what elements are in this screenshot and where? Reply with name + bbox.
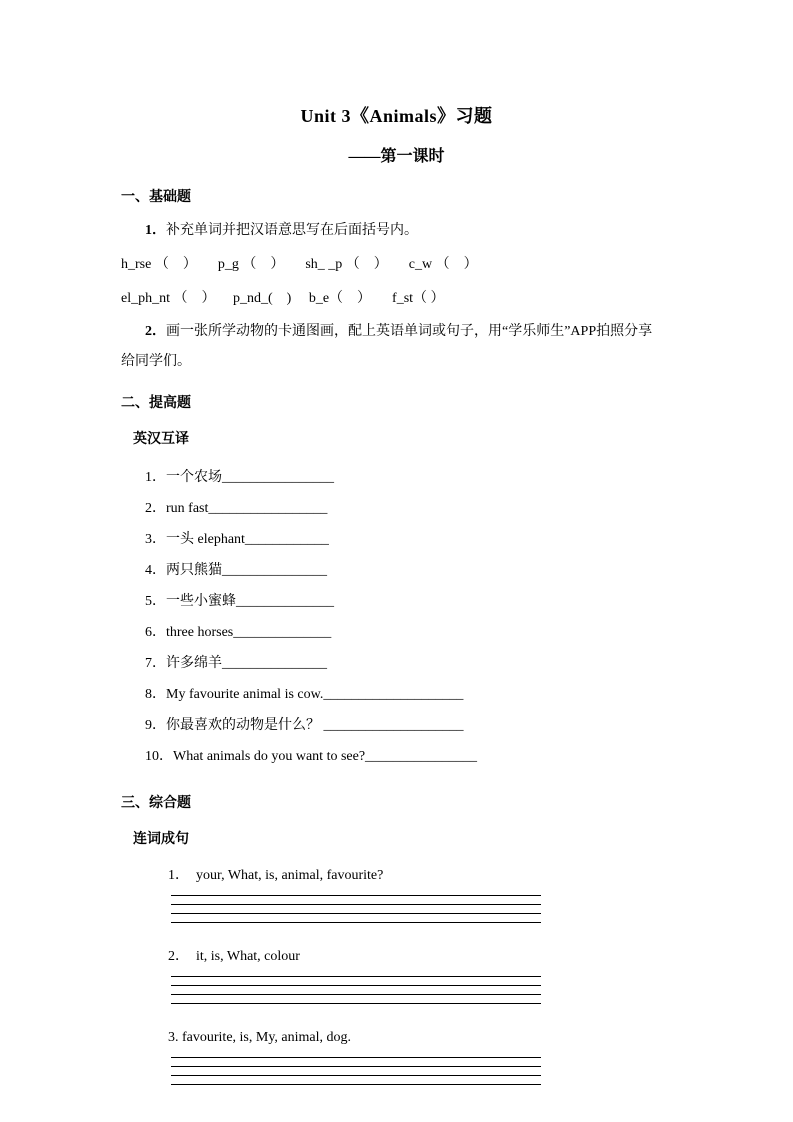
- sentence-item: 2． it, is, What, colour: [168, 949, 300, 964]
- word-fill-row-2: el_ph_nt （ ） p_nd_( ) b_e（ ） f_st（ ）: [121, 291, 445, 306]
- question-1: [145, 221, 677, 241]
- page-subtitle: ——第一课时: [348, 148, 445, 165]
- translation-item: 7．许多绵羊_______________: [145, 656, 327, 671]
- translation-item: 4．两只熊猫_______________: [145, 563, 327, 578]
- section3-subheading: 连词成句: [133, 832, 189, 847]
- question-1-number: 1．: [145, 223, 166, 238]
- question-2-text-line1: 画一张所学动物的卡通图画，配上英语单词或句子，用“学乐师生”APP拍照分享: [166, 324, 653, 339]
- section2-heading: 二、提高题: [121, 396, 191, 411]
- question-2: [145, 322, 677, 342]
- answer-line-group: [171, 1057, 541, 1093]
- answer-line: [171, 985, 541, 994]
- translation-item: 2．run fast_________________: [145, 501, 328, 516]
- answer-line: [171, 1066, 541, 1075]
- answer-line: [171, 1075, 541, 1084]
- section3-heading: 三、综合题: [121, 796, 191, 811]
- answer-line: [171, 904, 541, 913]
- translation-item: 10．What animals do you want to see?________________: [145, 749, 478, 764]
- translation-item: 5．一些小蜜蜂______________: [145, 594, 334, 609]
- translation-item: 3．一头 elephant____________: [145, 532, 329, 547]
- translation-item: 6．three horses______________: [145, 625, 332, 640]
- answer-line: [171, 976, 541, 985]
- translation-item: 1．一个农场________________: [145, 470, 334, 485]
- question-2-text-line2: 给同学们。: [121, 354, 191, 369]
- answer-line: [171, 895, 541, 904]
- sentence-group-1: [168, 866, 677, 931]
- sentence-group-3: [168, 1028, 677, 1093]
- answer-line-group: [171, 976, 541, 1012]
- answer-line: [171, 1057, 541, 1066]
- answer-line: [171, 1003, 541, 1012]
- page-title: Unit 3《Animals》习题: [300, 106, 493, 126]
- sentence-item: 1． your, What, is, animal, favourite?: [168, 868, 384, 883]
- sentence-group-2: [168, 947, 677, 1012]
- translation-item: 9．你最喜欢的动物是什么？ ____________________: [145, 718, 464, 733]
- section1-heading: 一、基础题: [121, 190, 191, 205]
- answer-line: [171, 913, 541, 922]
- translation-item: 8．My favourite animal is cow.____________________: [145, 687, 464, 702]
- question-1-text: 补充单词并把汉语意思写在后面括号内。: [166, 223, 418, 238]
- answer-line: [171, 994, 541, 1003]
- answer-line-group: [171, 895, 541, 931]
- question-2-number: 2．: [145, 324, 166, 339]
- sentence-item: 3. favourite, is, My, animal, dog.: [168, 1030, 352, 1045]
- answer-line: [171, 1084, 541, 1093]
- answer-line: [171, 922, 541, 931]
- word-fill-row-1: h_rse （ ） p_g （ ） sh_ _p （ ） c_w （ ）: [121, 257, 478, 272]
- content: [121, 188, 677, 1093]
- translation-list: [145, 462, 677, 772]
- section2-subheading: 英汉互译: [133, 432, 189, 447]
